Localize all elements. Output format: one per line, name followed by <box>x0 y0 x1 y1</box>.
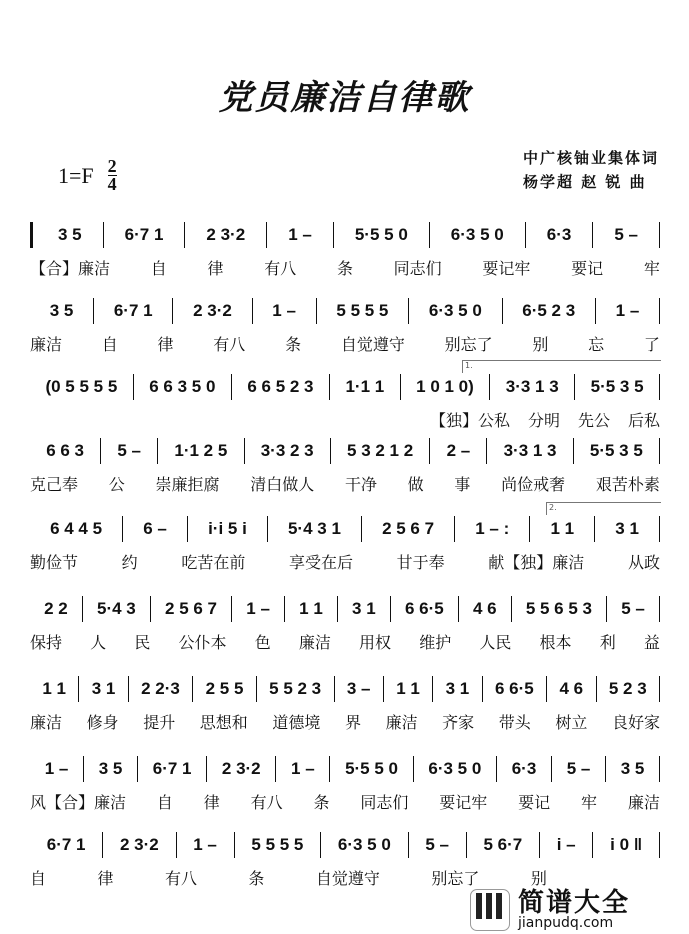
measure: 6 6 3 <box>30 438 101 464</box>
measure: 5 – <box>409 832 467 858</box>
measure: 5 5 5 5 <box>317 298 409 324</box>
lyric: 廉洁 <box>30 335 63 354</box>
measure: 5 5 2 3 <box>257 676 335 702</box>
measure: (0 5 5 5 5 <box>30 374 134 400</box>
lyric: 事 <box>454 475 471 494</box>
measure: 2 5 6 7 <box>151 596 232 622</box>
lyric: 先公 <box>577 411 610 430</box>
piano-icon <box>470 889 510 931</box>
lyric: 【合】廉洁 <box>30 259 111 278</box>
lyric: 公仆本 <box>178 633 227 652</box>
lyric: 民 <box>134 633 151 652</box>
measure: 6·3 <box>497 756 552 782</box>
measure: 6 6·5 <box>391 596 459 622</box>
lyrics-line <box>430 408 660 431</box>
lyrics-line <box>30 710 660 733</box>
lyric: 甘于奉 <box>396 553 445 572</box>
measure: 5 5 6 5 3 <box>512 596 607 622</box>
lyric: 条 <box>248 869 265 888</box>
lyric: 益 <box>643 633 660 652</box>
lyric: 界 <box>344 713 361 732</box>
lyric: 律 <box>207 259 224 278</box>
measure: 6·7 1 <box>94 298 173 324</box>
lyrics-line <box>30 630 660 653</box>
lyric: 律 <box>203 793 220 812</box>
composer: 杨学超 赵 锐 曲 <box>522 173 647 191</box>
notes-line <box>30 596 660 622</box>
measure: 2 3·2 <box>185 222 267 248</box>
lyric: 有八 <box>164 869 197 888</box>
measure: 1 – <box>30 756 84 782</box>
measure: 2 2 <box>30 596 83 622</box>
measure: 5 6·7 <box>467 832 540 858</box>
score-row <box>30 832 660 889</box>
measure: 1·1 1 <box>330 374 401 400</box>
measure: 1 – <box>276 756 330 782</box>
lyric: 律 <box>97 869 114 888</box>
lyric: 了 <box>643 335 660 354</box>
measure: 3 1 <box>433 676 482 702</box>
measure: 6·7 1 <box>104 222 186 248</box>
lyric: 自 <box>30 869 47 888</box>
lyric: 别 <box>530 869 547 888</box>
lyric: 道德境 <box>272 713 321 732</box>
lyric: 根本 <box>539 633 572 652</box>
measure: 3 5 <box>606 756 660 782</box>
score-row <box>30 438 660 495</box>
measure: 2 5 6 7 <box>362 516 455 542</box>
measure: 1 1 <box>384 676 433 702</box>
lyric: 条 <box>336 259 353 278</box>
measure: 3·3 1 3 <box>487 438 573 464</box>
measure: i 0 ‖ <box>593 832 660 858</box>
measure: 1 – <box>596 298 660 324</box>
lyricist: 中广核铀业集体词 <box>522 149 659 167</box>
lyric: 别忘了 <box>431 869 480 888</box>
measure: 2 2·3 <box>129 676 193 702</box>
lyrics-line <box>30 866 660 889</box>
notes-line <box>30 374 660 400</box>
lyric: 自觉遵守 <box>340 335 405 354</box>
measure: 6·3 5 0 <box>409 298 502 324</box>
lyric: 用权 <box>359 633 392 652</box>
measure: 3 5 <box>84 756 138 782</box>
lyric: 别 <box>532 335 549 354</box>
measure: 6 6 5 2 3 <box>232 374 330 400</box>
lyric: 风【合】廉洁 <box>30 793 127 812</box>
lyric: 自觉遵守 <box>315 869 380 888</box>
lyric: 清白做人 <box>250 475 315 494</box>
measure: 3·3 1 3 <box>490 374 575 400</box>
volta-bracket: 2. <box>546 502 661 515</box>
lyric: 要记牢 <box>439 793 488 812</box>
lyric: 公 <box>108 475 125 494</box>
credits <box>523 146 659 194</box>
watermark-logo <box>470 889 630 931</box>
lyric: 崇廉拒腐 <box>155 475 220 494</box>
measure: 6 4 4 5 <box>30 516 123 542</box>
lyric: 要记 <box>518 793 551 812</box>
measure: 5 3 2 1 2 <box>331 438 431 464</box>
time-signature: $\frac{2}{4}$ <box>107 156 117 194</box>
measure: 5·5 5 0 <box>330 756 413 782</box>
lyric: 享受在后 <box>288 553 353 572</box>
measure: 1 – <box>253 298 317 324</box>
measure: 3 1 <box>595 516 660 542</box>
notes-line <box>30 222 660 248</box>
lyric: 从政 <box>627 553 660 572</box>
key-signature <box>58 158 117 193</box>
lyric: 色 <box>254 633 271 652</box>
lyrics-line <box>30 472 660 495</box>
lyric: 廉洁 <box>30 713 63 732</box>
lyric: 牢 <box>643 259 660 278</box>
measure: 3 5 <box>37 222 104 248</box>
lyric: 克己奉 <box>30 475 79 494</box>
lyric: 良好家 <box>611 713 660 732</box>
measure: 3 5 <box>30 298 94 324</box>
lyric: 提升 <box>143 713 176 732</box>
measure: 1 0 1 0) <box>401 374 491 400</box>
measure: 1 – <box>232 596 285 622</box>
score-row <box>30 756 660 813</box>
lyric: 人 <box>90 633 107 652</box>
measure: 3·3 2 3 <box>245 438 331 464</box>
lyric: 自 <box>156 793 173 812</box>
lyric: 有八 <box>213 335 246 354</box>
notes-line <box>30 298 660 324</box>
lyric: 献【独】廉洁 <box>488 553 585 572</box>
measure: 6 6·5 <box>483 676 547 702</box>
measure: 1 1 <box>285 596 338 622</box>
lyric: 艰苦朴素 <box>595 475 660 494</box>
measure: i·i 5 i <box>188 516 268 542</box>
measure: 1 – : <box>455 516 530 542</box>
lyric: 廉洁 <box>627 793 660 812</box>
key: 1=F <box>58 162 94 188</box>
measure: 5·5 3 5 <box>575 374 660 400</box>
measure: 6·3 <box>526 222 594 248</box>
measure: 3 – <box>335 676 384 702</box>
lyric: 修身 <box>86 713 119 732</box>
measure: 3 1 <box>338 596 391 622</box>
measure: 5·5 3 5 <box>574 438 660 464</box>
lyric: 自 <box>150 259 167 278</box>
lyric: 有八 <box>264 259 297 278</box>
score-row <box>30 222 660 279</box>
lyric: 自 <box>101 335 118 354</box>
notes-line <box>30 438 660 464</box>
lyric: 尚俭戒奢 <box>501 475 566 494</box>
measure: 5 2 3 <box>597 676 661 702</box>
lyrics-line <box>30 332 660 355</box>
lyrics-line <box>30 790 660 813</box>
measure: 5·4 3 1 <box>268 516 362 542</box>
score-row <box>30 676 660 733</box>
lyric: 约 <box>121 553 138 572</box>
lyric: 牢 <box>581 793 598 812</box>
lyrics-line <box>30 256 660 279</box>
lyric: 干净 <box>344 475 377 494</box>
lyric: 廉洁 <box>298 633 331 652</box>
measure: 4 6 <box>459 596 512 622</box>
measure: 3 1 <box>79 676 128 702</box>
measure: 6·7 1 <box>138 756 207 782</box>
lyric: 律 <box>157 335 174 354</box>
volta-bracket: 1. <box>462 360 661 373</box>
lyric: 同志们 <box>360 793 409 812</box>
notes-line <box>30 676 660 702</box>
lyric: 别忘了 <box>444 335 493 354</box>
lyric: 思想和 <box>199 713 248 732</box>
notes-line <box>30 832 660 858</box>
lyric: 吃苦在前 <box>181 553 246 572</box>
lyric: 要记 <box>571 259 604 278</box>
watermark-cn: 简谱大全 <box>518 888 631 918</box>
measure: 5 5 5 5 <box>235 832 322 858</box>
measure: 6·3 5 0 <box>321 832 408 858</box>
lyric: 【独】公私 <box>430 411 511 430</box>
measure: 5·5 5 0 <box>334 222 430 248</box>
measure: 1 1 <box>30 676 79 702</box>
measure: 6 6 3 5 0 <box>134 374 232 400</box>
lyric: 廉洁 <box>385 713 418 732</box>
lyric: 利 <box>599 633 616 652</box>
lyric: 要记牢 <box>482 259 531 278</box>
measure: 5 – <box>593 222 660 248</box>
score-row <box>30 503 660 573</box>
notes-line <box>30 756 660 782</box>
measure: 5 – <box>607 596 660 622</box>
measure: 5·4 3 <box>83 596 151 622</box>
measure: 1 – <box>267 222 334 248</box>
lyric: 维护 <box>419 633 452 652</box>
measure: 2 – <box>430 438 487 464</box>
measure: 2 3·2 <box>103 832 176 858</box>
lyrics-line <box>30 550 660 573</box>
measure: 1·1 2 5 <box>158 438 244 464</box>
lyric: 条 <box>313 793 330 812</box>
lyric: 保持 <box>30 633 63 652</box>
measure: 2 5 5 <box>193 676 257 702</box>
measure: 6·3 5 0 <box>414 756 497 782</box>
score-row <box>30 298 660 355</box>
score-row <box>30 361 660 431</box>
lyric: 分明 <box>527 411 560 430</box>
measure: 5 – <box>101 438 158 464</box>
watermark-url: jianpudq.com <box>518 915 614 931</box>
measure: 5 – <box>552 756 606 782</box>
lyric: 做 <box>407 475 424 494</box>
measure: 6 – <box>123 516 188 542</box>
lyric: 条 <box>285 335 302 354</box>
measure: 1 – <box>177 832 235 858</box>
measure: 2 3·2 <box>173 298 252 324</box>
lyric: 后私 <box>627 411 660 430</box>
measure: 6·7 1 <box>30 832 103 858</box>
measure: 2 3·2 <box>207 756 276 782</box>
score-row <box>30 596 660 653</box>
lyric: 人民 <box>479 633 512 652</box>
lyric <box>598 866 603 889</box>
measure: i – <box>540 832 593 858</box>
lyric <box>655 866 660 889</box>
lyric: 齐家 <box>442 713 475 732</box>
lyric: 同志们 <box>393 259 442 278</box>
lyric: 忘 <box>588 335 605 354</box>
measure: 6·3 5 0 <box>430 222 526 248</box>
measure: 1 1 <box>530 516 595 542</box>
measure: 4 6 <box>547 676 596 702</box>
lyric: 勤俭节 <box>30 553 79 572</box>
song-title: 党员廉洁自律歌 <box>218 78 471 118</box>
lyric: 带头 <box>498 713 531 732</box>
lyric: 树立 <box>555 713 588 732</box>
notes-line <box>30 516 660 542</box>
measure: 6·5 2 3 <box>503 298 596 324</box>
lyric: 有八 <box>250 793 283 812</box>
